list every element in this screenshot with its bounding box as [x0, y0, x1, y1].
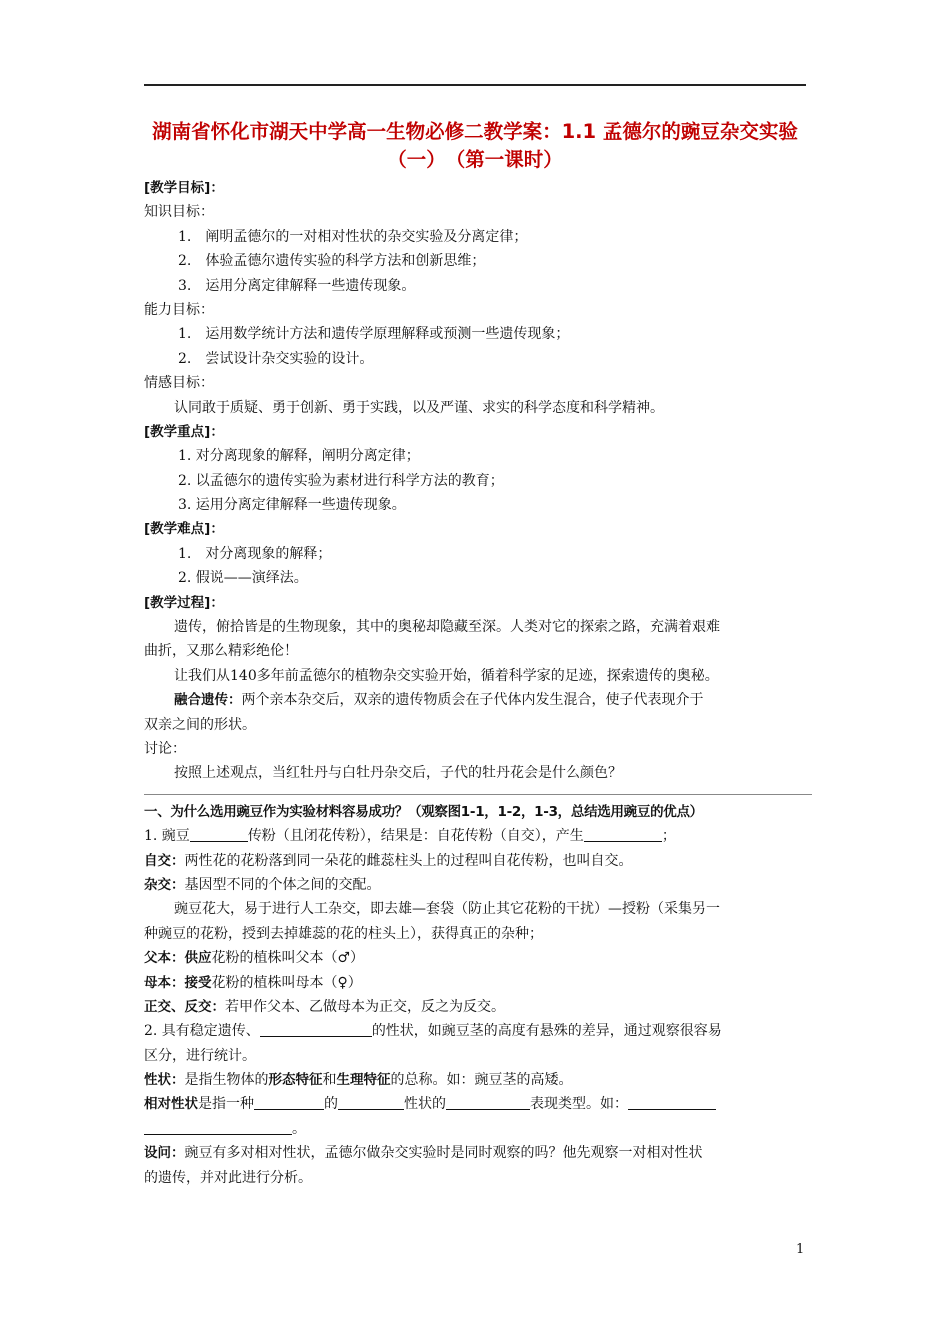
key-points-heading: [教学重点]： — [144, 423, 224, 440]
crossing-line — [144, 873, 812, 897]
emotion-label: 情感目标： — [144, 375, 214, 392]
father-bold: 供应 — [184, 950, 212, 967]
crossing-term: 杂交： — [144, 876, 185, 893]
trait-text3: 的总称。如：豌豆茎的高矮。 — [390, 1072, 573, 1089]
reciprocal-term: 正交、反交： — [144, 998, 225, 1015]
trait-line — [144, 1068, 812, 1092]
reciprocal-line — [144, 995, 812, 1019]
blending-line2: 双亲之间的形状。 — [144, 716, 256, 733]
relative-trait-line — [144, 1092, 812, 1116]
ability-item-1: 1. 运用数学统计方法和遗传学原理解释或预测一些遗传现象； — [178, 326, 570, 343]
item1-middle: 传粉（且闭花传粉），结果是：自花传粉（自交），产生 — [247, 828, 584, 845]
mother-bold: 接受 — [184, 974, 212, 991]
process-heading: [教学过程]： — [144, 594, 224, 611]
selfing-term: 自交： — [144, 852, 185, 869]
section1-item2 — [144, 1019, 812, 1043]
process-para1-line1: 遗传，俯拾皆是的生物现象，其中的奥秘却隐藏至深。人类对它的探索之路，充满着艰难 — [174, 619, 720, 636]
knowledge-item-3: 3. 运用分离定律解释一些遗传现象。 — [178, 277, 416, 294]
item2-text: 的性状，如豌豆茎的高度有悬殊的差异，通过观察很容易 — [371, 1023, 722, 1040]
mother-line — [144, 971, 812, 995]
objectives-heading: [教学目标]： — [144, 180, 224, 196]
header-rule — [144, 84, 806, 86]
question-term: 设问： — [144, 1145, 185, 1162]
section1-title: 一、为什么选用豌豆作为实验材料容易成功？（观察图1-1，1-2，1-3，总结选用豌豆的优点） — [144, 803, 703, 820]
question-line2: 的遗传，并对此进行分析。 — [144, 1169, 312, 1186]
trait-term: 性状： — [144, 1072, 185, 1089]
mother-term: 母本： — [144, 974, 185, 991]
father-term: 父本： — [144, 950, 185, 967]
blending-term: 融合遗传： — [174, 692, 242, 709]
emotion-text: 认同敢于质疑、勇于创新、勇于实践，以及严谨、求实的科学态度和科学精神。 — [174, 399, 664, 416]
relative-t1: 是指一种 — [198, 1096, 254, 1113]
relative-end: 。 — [292, 1120, 306, 1137]
section1-item1 — [144, 824, 812, 848]
reciprocal-text: 若甲作父本、乙做母本为正交，反之为反交。 — [225, 998, 505, 1015]
blank-example-cont[interactable] — [144, 1119, 292, 1135]
mother-text: 花粉的植株叫母本（♀） — [211, 974, 362, 991]
document-title: 湖南省怀化市湖天中学高一生物必修二教学案：1.1 孟德尔的豌豆杂交实验（一） （第一课时） — [152, 120, 798, 171]
difficulty-2: 2. 假说——演绎法。 — [178, 570, 308, 587]
ability-item-2: 2. 尝试设计杂交实验的设计。 — [178, 350, 374, 367]
flower-line2: 种豌豆的花粉，授到去掉雄蕊的花的柱头上），获得真正的杂种； — [144, 925, 543, 942]
trait-text1: 是指生物体的 — [184, 1072, 269, 1089]
selfing-text: 两性花的花粉落到同一朵花的雌蕊柱头上的过程叫自花传粉，也叫自交。 — [184, 852, 633, 869]
trait-morphology: 形态特征 — [268, 1072, 323, 1089]
blank-different[interactable] — [446, 1094, 530, 1110]
key-point-3: 3. 运用分离定律解释一些遗传现象。 — [178, 497, 406, 514]
item1-end: ； — [661, 828, 676, 845]
section-divider — [144, 786, 812, 800]
blank-pollination-type[interactable] — [190, 826, 248, 842]
difficulties-heading: [教学难点]： — [144, 521, 224, 538]
flower-line1: 豌豆花大，易于进行人工杂交，即去雄—套袋（防止其它花粉的干扰）—授粉（采集另一 — [174, 901, 720, 918]
relative-t2: 的 — [324, 1096, 338, 1113]
blank-organism[interactable] — [254, 1094, 324, 1110]
process-para2: 让我们从140多年前孟德尔的植物杂交实验开始，循着科学家的足迹，探索遗传的奥秘。 — [174, 667, 719, 684]
ability-label: 能力目标： — [144, 301, 214, 318]
father-text: 花粉的植株叫父本（♂） — [211, 950, 365, 967]
process-para1-line2: 曲折，又那么精彩绝伦！ — [144, 643, 298, 660]
blank-result[interactable] — [584, 826, 662, 842]
trait-physiology: 生理特征 — [336, 1072, 391, 1089]
key-point-1: 1. 对分离现象的解释，阐明分离定律； — [178, 448, 420, 465]
blank-distinguishable[interactable] — [260, 1021, 372, 1037]
blending-text: 两个亲本杂交后，双亲的遗传物质会在子代体内发生混合，使子代表现介于 — [241, 692, 704, 709]
item1-prefix: 1. 豌豆 — [144, 828, 190, 845]
father-line — [144, 946, 812, 970]
knowledge-item-2: 2. 体验孟德尔遗传实验的科学方法和创新思维； — [178, 253, 486, 270]
crossing-text: 基因型不同的个体之间的交配。 — [184, 876, 381, 893]
blending-line1 — [144, 688, 812, 712]
item2-line2: 区分，进行统计。 — [144, 1047, 256, 1064]
knowledge-item-1: 1. 阐明孟德尔的一对相对性状的杂交实验及分离定律； — [178, 228, 528, 245]
trait-text2: 和 — [322, 1072, 337, 1089]
relative-t3: 性状的 — [404, 1096, 446, 1113]
knowledge-label: 知识目标： — [144, 204, 214, 221]
relative-trait-line2 — [144, 1117, 812, 1141]
key-point-2: 2. 以孟德尔的遗传实验为素材进行科学方法的教育； — [178, 472, 504, 489]
difficulty-1: 1. 对分离现象的解释； — [178, 545, 332, 562]
blank-example[interactable] — [628, 1094, 716, 1110]
question-text: 豌豆有多对相对性状，孟德尔做杂交实验时是同时观察的吗？他先观察一对相对性状 — [184, 1145, 703, 1162]
relative-term: 相对性状 — [144, 1096, 198, 1113]
item2-prefix: 2. 具有稳定遗传、 — [144, 1023, 260, 1040]
discussion-label: 讨论： — [144, 740, 186, 757]
discussion-text: 按照上述观点，当红牡丹与白牡丹杂交后，子代的牡丹花会是什么颜色？ — [174, 765, 622, 782]
relative-t4: 表现类型。如： — [530, 1096, 628, 1113]
selfing-line — [144, 849, 812, 873]
document-body — [144, 176, 812, 1190]
blank-same[interactable] — [338, 1094, 404, 1110]
page-number: 1 — [796, 1242, 805, 1257]
question-line1 — [144, 1141, 812, 1165]
